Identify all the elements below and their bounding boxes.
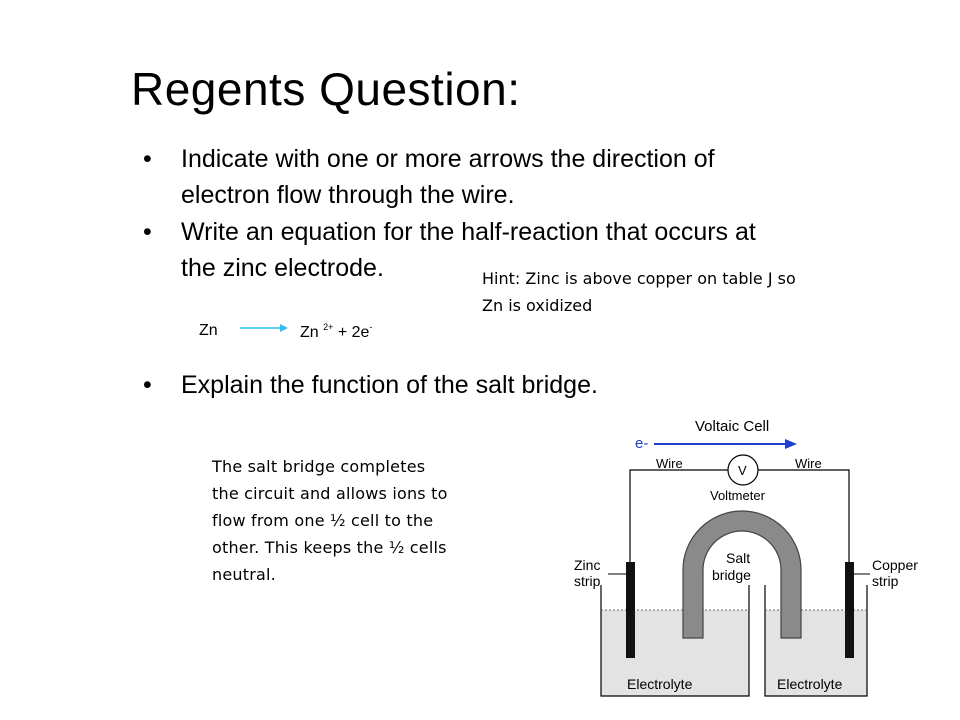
bullet-1-line-2: electron flow through the wire. [181, 181, 515, 209]
bullet-1-marker [143, 141, 181, 177]
zinc-label-2: strip [574, 573, 601, 589]
copper-strip [845, 562, 854, 658]
bullet-2-line-2: the zinc electrode. [181, 254, 384, 282]
slide-title: Regents Question: [131, 63, 521, 115]
electron-label: e- [635, 435, 649, 452]
reaction-arrow-icon [238, 318, 290, 338]
hint-line-2: Zn is oxidized [482, 296, 593, 315]
equation-rhs-charge: 2+ [323, 322, 334, 332]
answer-line-3: flow from one ½ cell to the [212, 511, 434, 530]
electrolyte-left-label: Electrolyte [627, 676, 693, 692]
answer-line-1: The salt bridge completes [212, 457, 426, 476]
voltmeter-label: Voltmeter [710, 488, 765, 503]
equation-rhs-base: Zn [300, 324, 324, 341]
bullet-dot: • [143, 371, 152, 399]
bullet-3-text [181, 367, 598, 403]
equation-rhs [300, 322, 372, 342]
bullet-dot: • [143, 218, 152, 246]
wire-left-label: Wire [656, 456, 683, 471]
copper-label-2: strip [872, 573, 899, 589]
answer-line-5: neutral. [212, 565, 276, 584]
bullet-1-text [181, 141, 715, 213]
reaction-arrow-head [280, 324, 288, 332]
copper-label-1: Copper [872, 557, 918, 573]
salt-bridge-label-1: Salt [726, 550, 751, 566]
voltaic-cell-svg [560, 410, 950, 710]
salt-bridge-answer [212, 453, 512, 588]
zinc-strip [626, 562, 635, 658]
zinc-label-1: Zinc [574, 557, 601, 573]
diagram-title: Voltaic Cell [695, 418, 770, 435]
hint-text [482, 265, 796, 319]
electron-arrow-head-icon [785, 439, 797, 449]
answer-line-2: the circuit and allows ions to [212, 484, 448, 503]
wire-right [758, 470, 849, 625]
equation-electron-charge: - [369, 322, 373, 332]
bullet-2-line-1: Write an equation for the half-reaction that occurs at [181, 218, 756, 246]
salt-bridge-label-2: bridge [712, 567, 751, 583]
voltaic-cell-diagram [560, 410, 950, 710]
bullet-3-line-1: Explain the function of the salt bridge. [181, 371, 598, 399]
bullet-1-line-1: Indicate with one or more arrows the direction of [181, 145, 715, 173]
electrolyte-right-label: Electrolyte [777, 676, 843, 692]
equation-lhs: Zn [199, 322, 218, 339]
equation-rhs-tail: + 2e [333, 324, 370, 341]
wire-right-label: Wire [795, 456, 822, 471]
bullet-2-marker [143, 214, 181, 250]
voltmeter-symbol: V [738, 463, 747, 478]
hint-line-1: Hint: Zinc is above copper on table J so [482, 269, 796, 288]
answer-line-4: other. This keeps the ½ cells [212, 538, 447, 557]
bullet-3-marker [143, 367, 181, 403]
bullet-dot: • [143, 145, 152, 173]
